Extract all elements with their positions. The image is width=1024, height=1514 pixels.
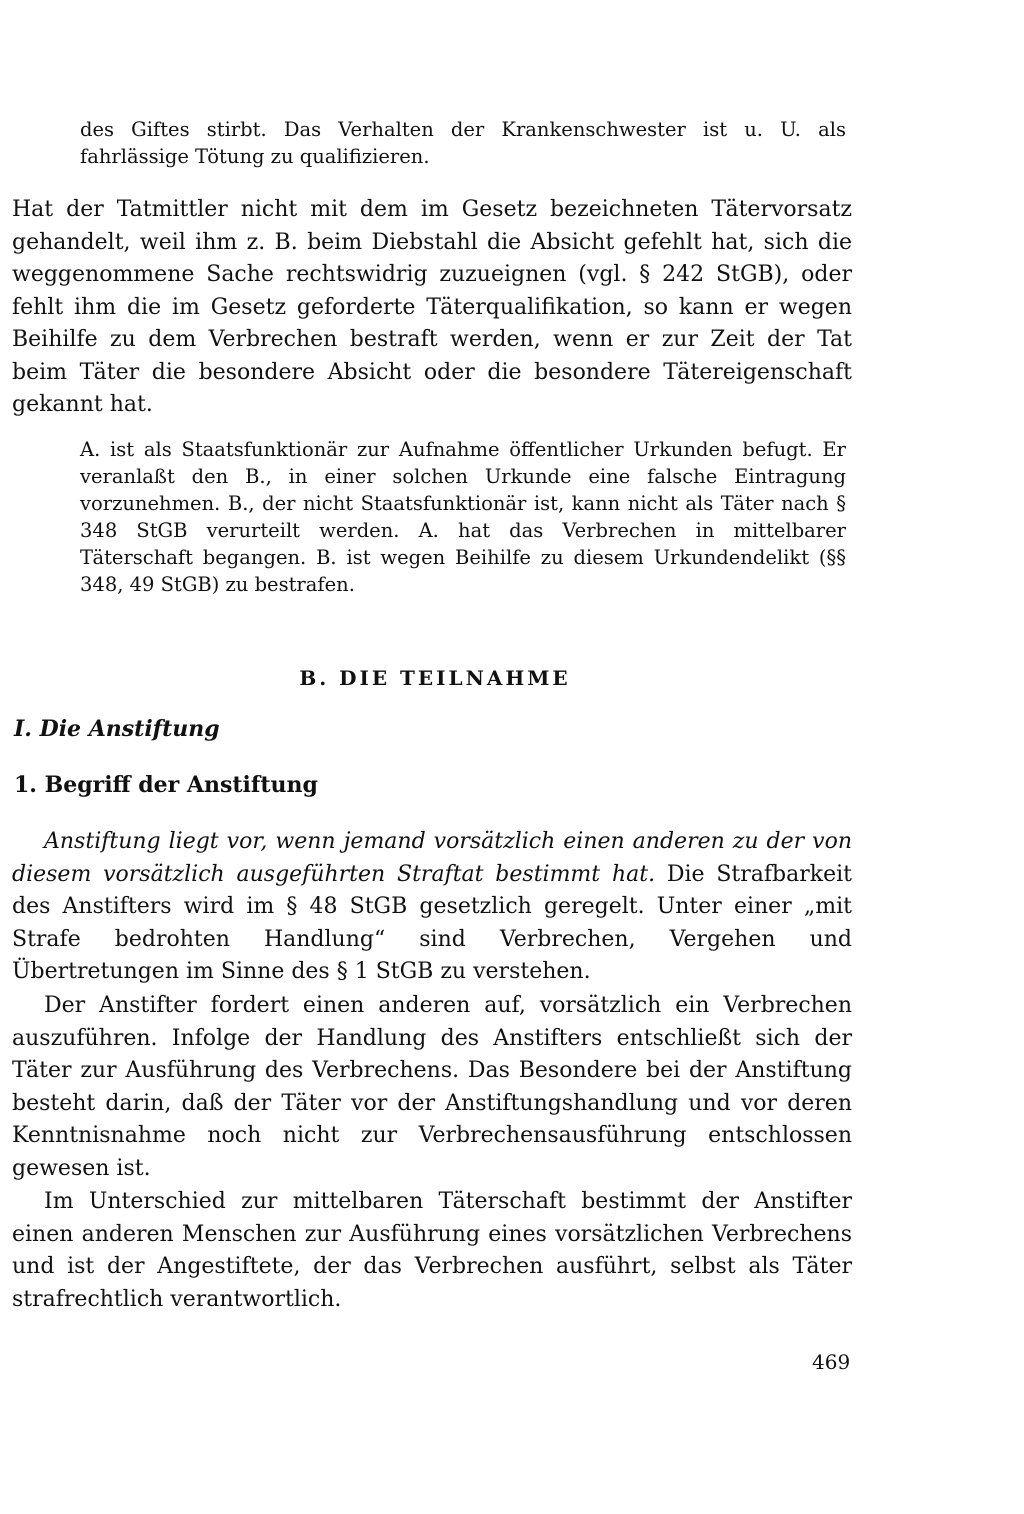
- page-number: 469: [812, 1350, 851, 1374]
- definition-rest: Die Strafbarkeit des Anstifters wird im § 48 StGB gesetzlich geregelt. Unter einer „mit Strafe bedrohten Handlung“ sind Verbrechen, Vergehen und Übertretungen im Sinne des § 1 StGB zu verstehen.: [12, 861, 852, 984]
- paragraph-tatmittler: Hat der Tatmittler nicht mit dem im Gesetz bezeichneten Tätervorsatz gehandelt, weil ihm z. B. beim Diebstahl die Absicht gefehlt hat, sich die weggenommene Sache rechtswidrig zuzueignen (vgl. § 242 StGB), oder fehlt ihm die im Gesetz geforderte Täterqualifikation, so kann er wegen Beihilfe zu dem Verbrechen bestraft werden, wenn er zur Zeit der Tat beim Täter die besondere Absicht oder die besondere Tätereigenschaft gekannt hat.: [12, 197, 852, 417]
- paragraph-anstifter: Der Anstifter fordert einen anderen auf, vorsätzlich ein Verbrechen auszuführen. Infolge der Handlung des Anstifters entschließt sich der Täter zur Ausführung des Verbrechens. Das Besondere bei der Anstiftung besteht darin, daß der Täter vor der Anstiftungshandlung und vor deren Kenntnisnahme noch nicht zur Verbrechensausführung entschlossen gewesen ist.: [12, 993, 852, 1181]
- paragraph-definition: [12, 826, 852, 989]
- note-example: A. ist als Staatsfunktionär zur Aufnahme öffentlicher Urkunden befugt. Er veranlaßt den B., in einer solchen Urkunde eine falsche Eintragung vorzunehmen. B., der nicht Staatsfunktionär ist, kann nicht als Täter nach § 348 StGB verurteilt werden. A. hat das Verbrechen in mittelbarer Täterschaft begangen. B. ist wegen Beihilfe zu diesem Urkundendelikt (§§ 348, 49 StGB) zu bestrafen.: [80, 438, 846, 596]
- subheading-anstiftung: I. Die Anstiftung: [14, 716, 220, 742]
- definition-italic: Anstiftung liegt vor, wenn jemand vorsätzlich einen anderen zu der von diesem vorsätzlich ausgeführten Straftat bestimmt hat.: [12, 829, 852, 887]
- section-heading: B. DIE TEILNAHME: [299, 666, 571, 690]
- note-top: des Giftes stirbt. Das Verhalten der Krankenschwester ist u. U. als fahrlässige Tötung zu qualifizieren.: [80, 118, 846, 168]
- paragraph-unterschied: Im Unterschied zur mittelbaren Täterschaft bestimmt der Anstifter einen anderen Menschen zur Ausführung eines vorsätzlichen Verbrechens und ist der Angestiftete, der das Verbrechen ausführt, selbst als Täter strafrechtlich verantwortlich.: [12, 1189, 852, 1312]
- subheading-begriff: 1. Begriff der Anstiftung: [14, 772, 318, 798]
